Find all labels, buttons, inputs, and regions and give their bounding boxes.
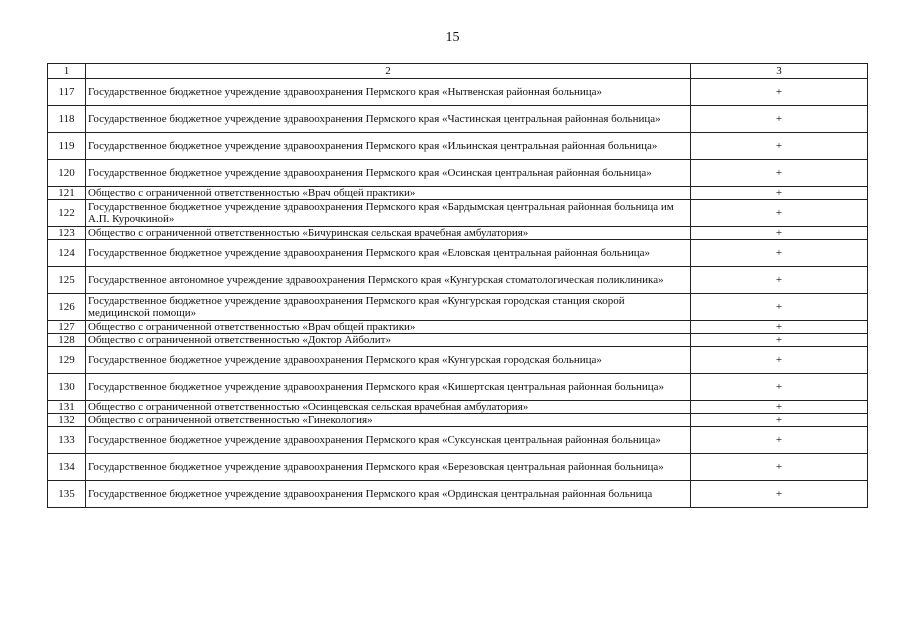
organization-name-cell: Общество с ограниченной ответственностью «Бичуринская сельская врачебная амбулатория»	[86, 227, 691, 240]
organization-name-cell: Государственное бюджетное учреждение здравоохранения Пермского края «Осинская центральная районная больница»	[86, 160, 691, 187]
table-row	[48, 79, 868, 106]
table-row	[48, 321, 868, 334]
inclusion-mark-cell: +	[691, 481, 868, 508]
row-number-cell: 130	[48, 374, 86, 401]
table-row	[48, 481, 868, 508]
inclusion-mark-cell: +	[691, 200, 868, 227]
organization-name-cell: Государственное бюджетное учреждение здравоохранения Пермского края «Ординская центральная районная больница	[86, 481, 691, 508]
inclusion-mark-cell: +	[691, 133, 868, 160]
row-number-cell: 124	[48, 240, 86, 267]
inclusion-mark-cell: +	[691, 454, 868, 481]
inclusion-mark-cell: +	[691, 79, 868, 106]
column-header-name: 2	[86, 64, 691, 79]
table-row	[48, 294, 868, 321]
organization-name-cell: Государственное бюджетное учреждение здравоохранения Пермского края «Нытвенская районная больница»	[86, 79, 691, 106]
organization-name-cell: Государственное бюджетное учреждение здравоохранения Пермского края «Ильинская центральная районная больница»	[86, 133, 691, 160]
organization-name-cell: Общество с ограниченной ответственностью «Осинцевская сельская врачебная амбулатория»	[86, 401, 691, 414]
row-number-cell: 121	[48, 187, 86, 200]
column-header-mark: 3	[691, 64, 868, 79]
inclusion-mark-cell: +	[691, 427, 868, 454]
organization-name-cell: Государственное бюджетное учреждение здравоохранения Пермского края «Суксунская центральная районная больница»	[86, 427, 691, 454]
table-row	[48, 347, 868, 374]
table-row	[48, 133, 868, 160]
column-header-number: 1	[48, 64, 86, 79]
inclusion-mark-cell: +	[691, 414, 868, 427]
table-header-row	[48, 64, 868, 79]
row-number-cell: 122	[48, 200, 86, 227]
table-row	[48, 267, 868, 294]
inclusion-mark-cell: +	[691, 334, 868, 347]
table-row	[48, 374, 868, 401]
row-number-cell: 134	[48, 454, 86, 481]
row-number-cell: 131	[48, 401, 86, 414]
row-number-cell: 125	[48, 267, 86, 294]
inclusion-mark-cell: +	[691, 106, 868, 133]
row-number-cell: 119	[48, 133, 86, 160]
table-row	[48, 401, 868, 414]
organization-name-cell: Общество с ограниченной ответственностью «Доктор Айболит»	[86, 334, 691, 347]
row-number-cell: 123	[48, 227, 86, 240]
inclusion-mark-cell: +	[691, 267, 868, 294]
page-number: 15	[445, 30, 460, 45]
table-body	[48, 79, 868, 508]
row-number-cell: 117	[48, 79, 86, 106]
organization-name-cell: Государственное бюджетное учреждение здравоохранения Пермского края «Частинская центральная районная больница»	[86, 106, 691, 133]
table-row	[48, 227, 868, 240]
organization-name-cell: Общество с ограниченной ответственностью «Врач общей практики»	[86, 187, 691, 200]
organization-name-cell: Государственное автономное учреждение здравоохранения Пермского края «Кунгурская стоматологическая поликлиника»	[86, 267, 691, 294]
organization-name-cell: Общество с ограниченной ответственностью «Врач общей практики»	[86, 321, 691, 334]
row-number-cell: 120	[48, 160, 86, 187]
table-row	[48, 454, 868, 481]
inclusion-mark-cell: +	[691, 374, 868, 401]
inclusion-mark-cell: +	[691, 240, 868, 267]
inclusion-mark-cell: +	[691, 347, 868, 374]
row-number-cell: 126	[48, 294, 86, 321]
row-number-cell: 133	[48, 427, 86, 454]
inclusion-mark-cell: +	[691, 401, 868, 414]
row-number-cell: 129	[48, 347, 86, 374]
table-row	[48, 427, 868, 454]
table-row	[48, 160, 868, 187]
inclusion-mark-cell: +	[691, 227, 868, 240]
organization-name-cell: Государственное бюджетное учреждение здравоохранения Пермского края «Кунгурская городская больница»	[86, 347, 691, 374]
organization-name-cell: Государственное бюджетное учреждение здравоохранения Пермского края «Бардымская центральная районная больница им А.П. Курочкиной»	[86, 200, 691, 227]
row-number-cell: 128	[48, 334, 86, 347]
table-row	[48, 240, 868, 267]
organization-name-cell: Государственное бюджетное учреждение здравоохранения Пермского края «Еловская центральная районная больница»	[86, 240, 691, 267]
organization-name-cell: Общество с ограниченной ответственностью «Гинекология»	[86, 414, 691, 427]
organization-name-cell: Государственное бюджетное учреждение здравоохранения Пермского края «Кунгурская городская станция скорой медицинской помощи»	[86, 294, 691, 321]
row-number-cell: 132	[48, 414, 86, 427]
table-row	[48, 106, 868, 133]
organization-name-cell: Государственное бюджетное учреждение здравоохранения Пермского края «Кишертская центральная районная больница»	[86, 374, 691, 401]
organization-name-cell: Государственное бюджетное учреждение здравоохранения Пермского края «Березовская центральная районная больница»	[86, 454, 691, 481]
inclusion-mark-cell: +	[691, 160, 868, 187]
table-row	[48, 200, 868, 227]
row-number-cell: 135	[48, 481, 86, 508]
row-number-cell: 127	[48, 321, 86, 334]
table-row	[48, 414, 868, 427]
table-row	[48, 187, 868, 200]
inclusion-mark-cell: +	[691, 187, 868, 200]
inclusion-mark-cell: +	[691, 294, 868, 321]
row-number-cell: 118	[48, 106, 86, 133]
inclusion-mark-cell: +	[691, 321, 868, 334]
registry-table	[47, 63, 868, 508]
table-row	[48, 334, 868, 347]
